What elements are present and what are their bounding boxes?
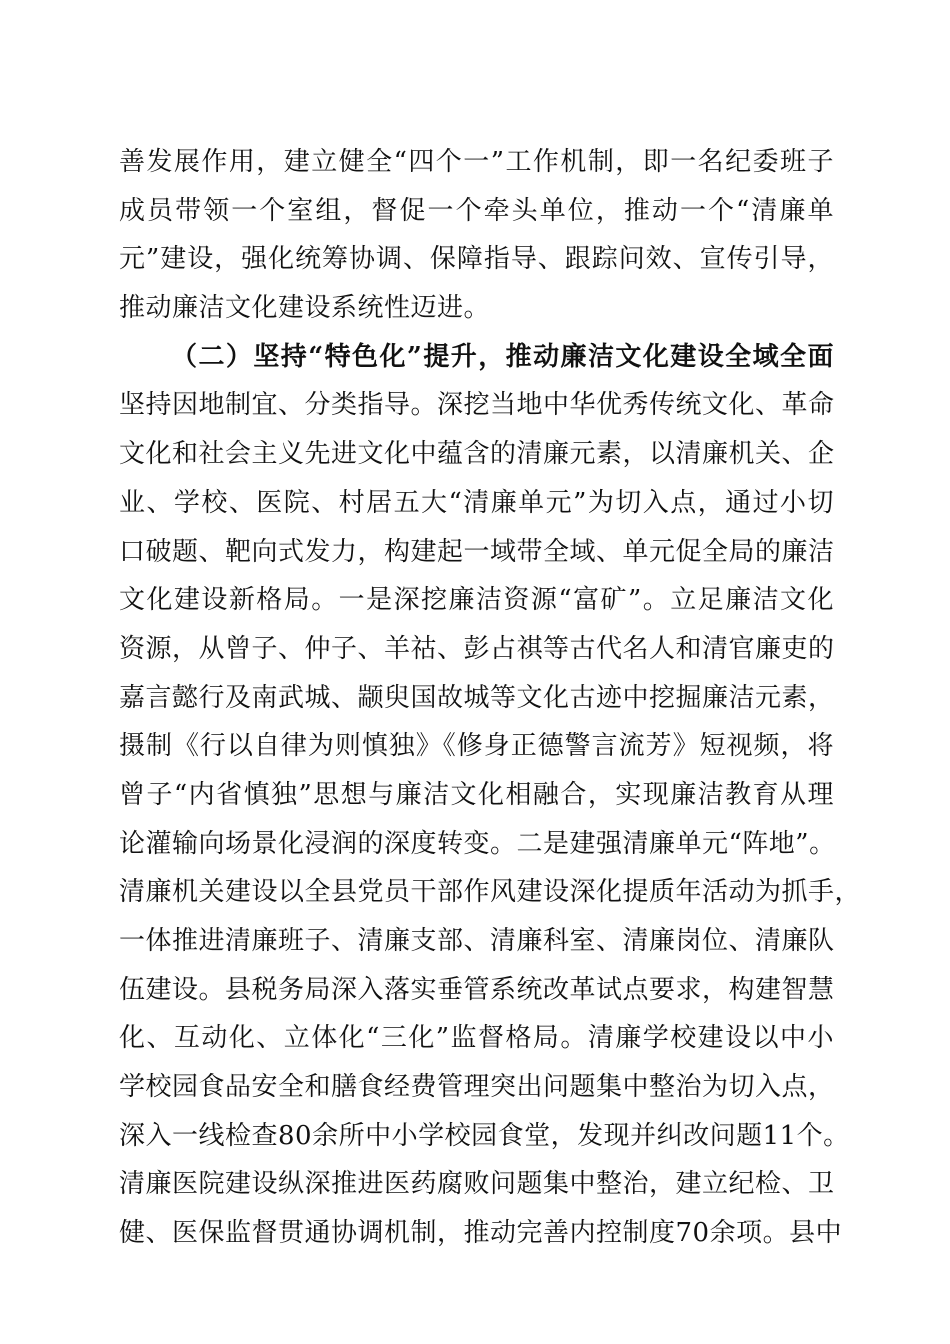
text-line: 论灌输向场景化浸润的深度转变。二是建强清廉单元“阵地”。: [119, 828, 836, 859]
text-line: 成员带领一个室组，督促一个牵头单位，推动一个“清廉单: [119, 195, 834, 226]
text-line: 业、学校、医院、村居五大“清廉单元”为切入点，通过小切: [119, 487, 834, 518]
text-line: 一体推进清廉班子、清廉支部、清廉科室、清廉岗位、清廉队: [119, 926, 835, 956]
text-line: 伍建设。县税务局深入落实垂管系统改革试点要求，构建智慧: [119, 974, 835, 1005]
body-text: [119, 138, 862, 1258]
text-line: 学校园食品安全和膳食经费管理突出问题集中整治为切入点，: [119, 1072, 835, 1103]
section-heading: （二）坚持“特色化”提升，推动廉洁文化建设全域全面: [171, 341, 834, 372]
text-line: 清廉机关建设以全县党员干部作风建设深化提质年活动为抓手，: [119, 877, 862, 908]
text-line: 化、互动化、立体化“三化”监督格局。清廉学校建设以中小: [119, 1023, 834, 1054]
text-line: 善发展作用，建立健全“四个一”工作机制，即一名纪委班子: [119, 147, 834, 177]
text-line: 元”建设，强化统筹协调、保障指导、跟踪问效、宣传引导，: [119, 244, 834, 275]
text-line: 资源，从曾子、仲子、羊祜、彭占祺等古代名人和清官廉吏的: [119, 633, 835, 664]
text-line: 文化建设新格局。一是深挖廉洁资源“富矿”。立足廉洁文化: [119, 585, 834, 616]
text-line: 推动廉洁文化建设系统性迈进。: [119, 293, 491, 324]
text-line: 坚持因地制宜、分类指导。深挖当地中华优秀传统文化、革命: [119, 390, 835, 421]
text-line: 摄制《行以自律为则慎独》《修身正德警言流芳》短视频，将: [119, 731, 834, 762]
text-line: 文化和社会主义先进文化中蕴含的清廉元素，以清廉机关、企: [119, 439, 835, 470]
text-line: 口破题、靶向式发力，构建起一域带全域、单元促全局的廉洁: [119, 536, 835, 567]
text-line: 曾子“内省慎独”思想与廉洁文化相融合，实现廉洁教育从理: [119, 779, 834, 810]
text-line: 嘉言懿行及南武城、颛臾国故城等文化古迹中挖掘廉洁元素，: [119, 682, 835, 713]
text-line: 健、医保监督贯通协调机制，推动完善内控制度70余项。县中: [119, 1218, 843, 1249]
text-line: 清廉医院建设纵深推进医药腐败问题集中整治，建立纪检、卫: [119, 1169, 835, 1200]
text-line: 深入一线检查80余所中小学校园食堂，发现并纠改问题11个。: [119, 1120, 850, 1151]
